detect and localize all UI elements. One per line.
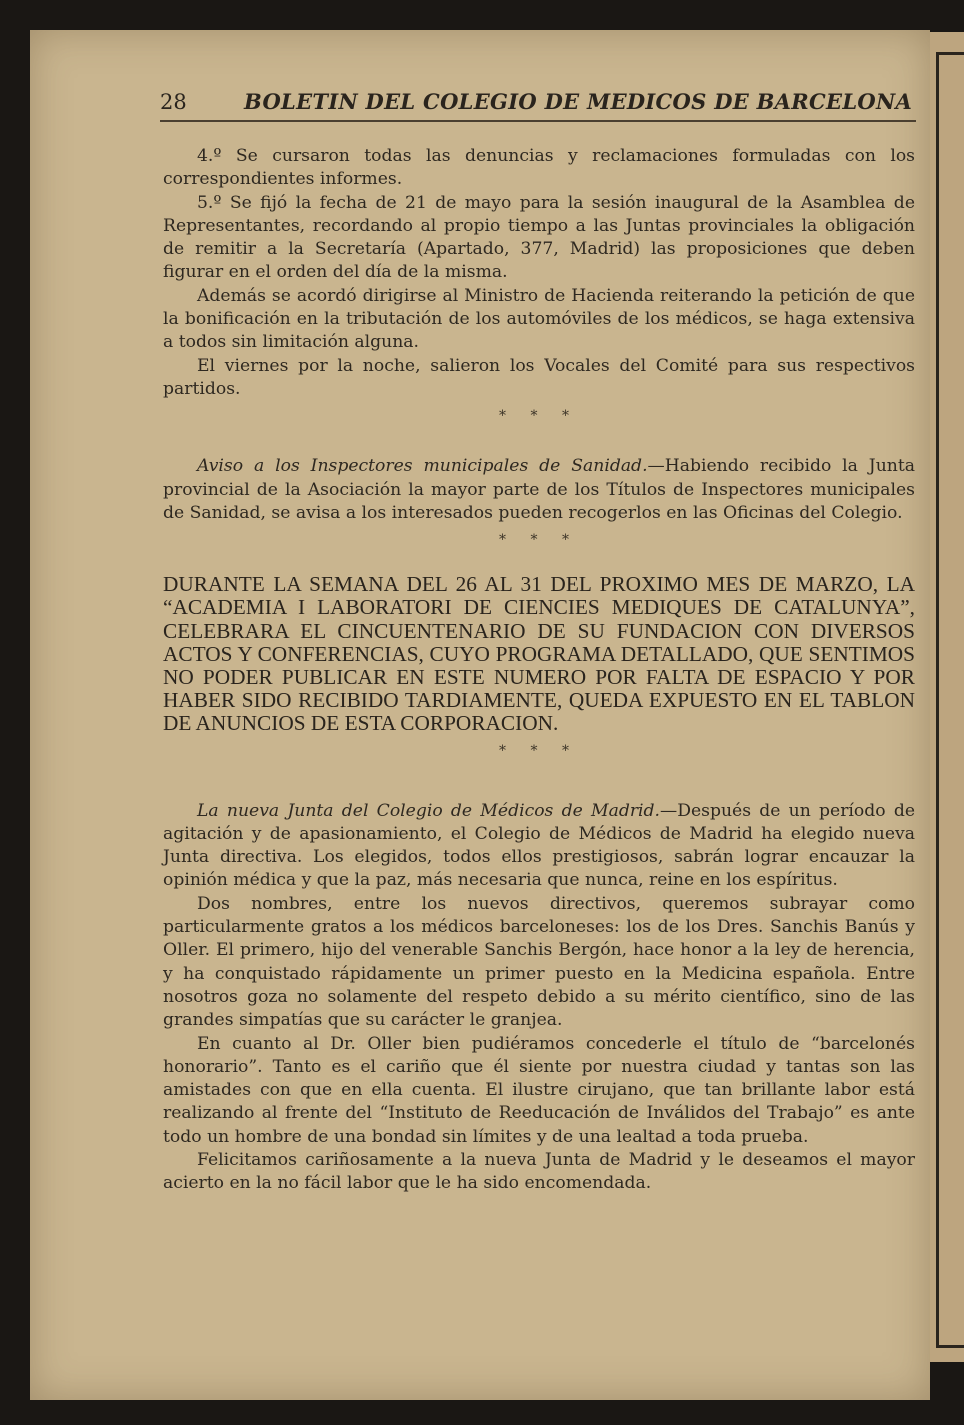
academia-announcement-text: DURANTE LA SEMANA DEL 26 AL 31 DEL PROXIMO MES DE MARZO, LA “ACADEMIA I LABORATORI DE CIENCIES MEDIQUES DE CATALUNYA”, CELEBRARA EL CINCUENTENARIO DE SU FUNDACION CON DIVERSOS ACTOS Y CONFERENCIAS, CUYO PROGRAMA DETALLADO, QUE SENTIMOS NO PODER PUBLICAR EN ESTE NUMERO POR FALTA DE ESPACIO Y POR HABER SIDO RECIBIDO TARDIAMENTE, QUEDA EXPUESTO EN EL TABLON DE ANUNCIOS DE ESTA CORPORACION.	[163, 572, 915, 736]
academia-announcement	[163, 573, 915, 735]
section-separator-2: * * *	[499, 532, 579, 549]
notice-inspectores	[163, 455, 915, 525]
junta-madrid-paragraph-1	[163, 800, 915, 893]
paragraph-item-4: 4.º Se cursaron todas las denuncias y reclamaciones formuladas con los correspondientes informes.	[163, 146, 915, 190]
adjacent-page-frame	[936, 52, 964, 1348]
junta-madrid-paragraph-4: Felicitamos cariñosamente a la nueva Junta de Madrid y le deseamos el mayor acierto en la no fácil labor que le ha sido encomendada.	[163, 1150, 915, 1194]
junta-madrid-title: La nueva Junta del Colegio de Médicos de Madrid.	[197, 800, 661, 821]
junta-madrid-paragraph-3: En cuanto al Dr. Oller bien pudiéramos concederle el título de “barcelonés honorario”. Tanto es el cariño que él siente por nuestra ciudad y tantas son las amistades con que en ella cuenta. El ilustre cirujano, que tan brillante labor está realizando al frente del “Instituto de Reeducación de Inválidos del Trabajo” es ante todo un hombre de una bondad sin límites y de una lealtad a toda prueba.	[163, 1033, 915, 1147]
notice-inspectores-body: —Habiendo recibido la Junta provincial de la Asociación la mayor parte de los Títulos de Inspectores municipales de Sanidad, se avisa a los interesados pueden recogerlos en las Oficinas del Colegio.	[163, 456, 915, 523]
notice-inspectores-title: Aviso a los Inspectores municipales de Sanidad.	[197, 456, 648, 477]
page-body	[163, 145, 915, 1196]
paragraph-hacienda: Además se acordó dirigirse al Ministro de Hacienda reiterando la petición de que la bonificación en la tributación de los automóviles de los médicos, se haga extensiva a todos sin limitación alguna.	[163, 285, 915, 353]
section-separator-3: * * *	[499, 742, 579, 759]
junta-madrid-paragraph-2: Dos nombres, entre los nuevos directivos, queremos subrayar como particularmente gratos a los médicos barceloneses: los de los Dres. Sanchis Banús y Oller. El primero, hijo del venerable Sanchis Bergón, hace honor a la ley de herencia, y ha conquistado rápidamente un primer puesto en la Medicina española. Entre nosotros goza no solamente del respeto debido a su mérito científico, sino de las grandes simpatías que su carácter le granjea.	[163, 893, 915, 1031]
junta-madrid-body: —Después de un período de agitación y de apasionamiento, el Colegio de Médicos de Madrid ha elegido nueva Junta directiva. Los elegidos, todos ellos prestigiosos, sabrán lograr encauzar la opinión médica y que la paz, más necesaria que nunca, reine en los espíritus.	[163, 800, 915, 891]
paragraph-item-5: 5.º Se fijó la fecha de 21 de mayo para la sesión inaugural de la Asamblea de Representantes, recordando al propio tiempo a las Juntas provinciales la obligación de remitir a la Secretaría (Apartado, 377, Madrid) las proposiciones que deben figurar en el orden del día de la misma.	[163, 192, 915, 283]
background-edge	[870, 0, 930, 34]
section-separator-1: * * *	[499, 408, 579, 425]
journal-title: BOLETIN DEL COLEGIO DE MEDICOS DE BARCELONA	[244, 89, 913, 114]
running-header	[160, 88, 916, 122]
paragraph-viernes: El viernes por la noche, salieron los Vocales del Comité para sus respectivos partidos.	[163, 355, 915, 399]
page-number: 28	[160, 90, 187, 114]
